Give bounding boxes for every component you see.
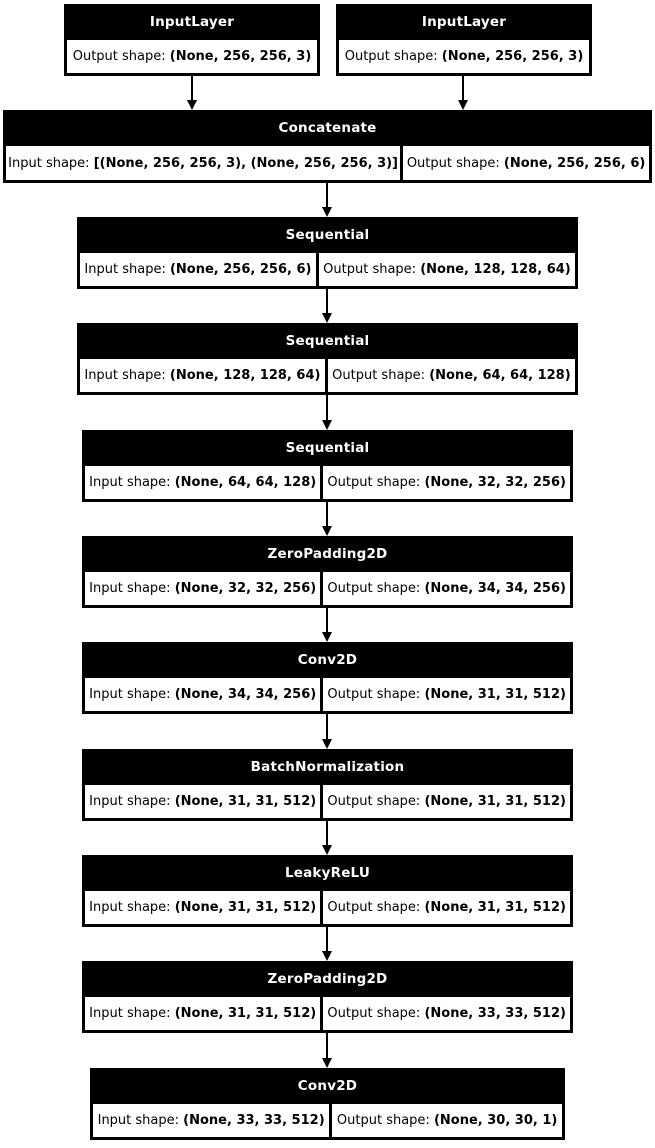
shape-label: Input shape: [89,900,171,915]
layer-title: InputLayer [149,14,235,30]
output-shape-cell [67,40,317,73]
node-sequential-2 [77,323,578,395]
output-shape-cell [323,785,570,818]
shape-label: Output shape: [323,262,417,277]
shape-value: (None, 31, 31, 512) [424,900,566,915]
shape-value: [(None, 256, 256, 3), (None, 256, 256, 3)] [93,155,399,171]
layer-title: Conv2D [297,652,358,668]
input-shape-cell [93,1104,329,1137]
arrow-head-icon [187,100,197,110]
edge-arrow-input1-to-concatenate [186,76,198,110]
layer-title: ZeroPadding2D [267,546,388,562]
input-shape-cell [85,572,320,605]
edge-arrow-zeropadding-1-to-conv2d-1 [321,608,333,642]
node-batchnormalization [82,749,573,821]
shape-value: (None, 33, 33, 512) [424,1006,566,1021]
input-shape-cell [80,359,325,392]
shape-value: (None, 64, 64, 128) [429,368,571,383]
shape-label: Output shape: [406,155,500,171]
layer-title: BatchNormalization [250,759,405,775]
shape-label: Output shape: [327,1006,421,1021]
arrow-head-icon [322,526,332,536]
node-leakyrelu [82,855,573,927]
layer-title: Sequential [285,333,370,349]
shape-label: Output shape: [344,49,438,64]
arrow-shaft [326,608,328,632]
node-sequential-3 [82,430,573,502]
node-zeropadding2d-1 [82,536,573,608]
edge-arrow-input2-to-concatenate [457,76,469,110]
edge-arrow-batchnormalization-to-leakyrelu [321,821,333,855]
layer-title: ZeroPadding2D [267,971,388,987]
shape-value: (None, 32, 32, 256) [424,475,566,490]
edge-arrow-sequential-3-to-zeropadding-1 [321,502,333,536]
output-shape-cell [323,466,570,499]
node-conv2d-1 [82,642,573,714]
arrow-head-icon [322,420,332,430]
arrow-head-icon [458,100,468,110]
output-shape-cell [403,146,649,180]
input-shape-cell [85,891,320,924]
shape-label: Input shape: [89,687,171,702]
edge-arrow-sequential-2-to-sequential-3 [321,395,333,430]
shape-value: (None, 64, 64, 128) [174,475,317,490]
shape-value: (None, 32, 32, 256) [174,581,317,596]
shape-value: (None, 31, 31, 512) [424,794,566,809]
shape-label: Input shape: [89,1006,171,1021]
shape-label: Input shape: [89,581,171,596]
arrow-shaft [462,76,464,100]
shape-value: (None, 128, 128, 64) [169,368,321,383]
shape-label: Output shape: [327,475,421,490]
arrow-shaft [326,821,328,845]
output-shape-cell [323,678,570,711]
shape-value: (None, 128, 128, 64) [420,262,571,277]
input-shape-cell [85,997,320,1030]
arrow-shaft [326,1033,328,1058]
shape-label: Input shape: [97,1113,180,1128]
shape-label: Input shape: [84,368,166,383]
layer-title: LeakyReLU [284,865,371,881]
arrow-head-icon [322,207,332,217]
output-shape-cell [319,253,575,286]
arrow-shaft [191,76,193,100]
arrow-head-icon [322,632,332,642]
shape-value: (None, 34, 34, 256) [174,687,317,702]
shape-value: (None, 256, 256, 3) [441,49,584,64]
arrow-shaft [326,714,328,739]
node-input-layer-2 [336,4,592,76]
layer-title: Conv2D [297,1078,358,1094]
shape-label: Input shape: [8,155,90,171]
node-concatenate [3,110,652,183]
arrow-head-icon [322,845,332,855]
shape-label: Input shape: [89,475,171,490]
arrow-shaft [326,502,328,526]
edge-arrow-sequential-1-to-sequential-2 [321,289,333,323]
arrow-shaft [326,395,328,420]
node-conv2d-2 [90,1068,565,1140]
shape-value: (None, 256, 256, 6) [169,262,312,277]
edge-arrow-zeropadding-2-to-conv2d-2 [321,1033,333,1068]
shape-value: (None, 31, 31, 512) [424,687,566,702]
shape-label: Output shape: [332,368,426,383]
output-shape-cell [332,1104,562,1137]
edge-arrow-concatenate-to-sequential-1 [321,183,333,217]
node-zeropadding2d-2 [82,961,573,1033]
shape-label: Output shape: [327,900,421,915]
shape-value: (None, 256, 256, 6) [503,155,646,171]
input-shape-cell [85,466,320,499]
edge-arrow-leakyrelu-to-zeropadding-2 [321,927,333,961]
layer-title: InputLayer [421,14,507,30]
edge-arrow-conv2d-1-to-batchnormalization [321,714,333,749]
shape-label: Output shape: [327,687,421,702]
arrow-shaft [326,183,328,207]
arrow-head-icon [322,313,332,323]
arrow-head-icon [322,951,332,961]
shape-value: (None, 30, 30, 1) [433,1113,558,1128]
shape-value: (None, 256, 256, 3) [169,49,312,64]
input-shape-cell [6,146,400,180]
output-shape-cell [328,359,575,392]
shape-label: Output shape: [336,1113,430,1128]
output-shape-cell [323,572,570,605]
shape-value: (None, 31, 31, 512) [174,1006,317,1021]
arrow-head-icon [322,1058,332,1068]
output-shape-cell [323,891,570,924]
input-shape-cell [80,253,316,286]
shape-label: Input shape: [84,262,166,277]
shape-value: (None, 31, 31, 512) [174,794,317,809]
shape-label: Output shape: [327,794,421,809]
shape-value: (None, 33, 33, 512) [183,1113,325,1128]
arrow-head-icon [322,739,332,749]
shape-label: Output shape: [72,49,166,64]
node-sequential-1 [77,217,578,289]
arrow-shaft [326,927,328,951]
layer-title: Sequential [285,227,370,243]
layer-title: Sequential [285,440,370,456]
input-shape-cell [85,785,320,818]
node-input-layer-1 [64,4,320,76]
shape-value: (None, 31, 31, 512) [174,900,317,915]
output-shape-cell [323,997,570,1030]
shape-label: Input shape: [89,794,171,809]
arrow-shaft [326,289,328,313]
shape-value: (None, 34, 34, 256) [424,581,566,596]
output-shape-cell [339,40,589,73]
layer-title: Concatenate [278,120,377,136]
input-shape-cell [85,678,320,711]
shape-label: Output shape: [327,581,421,596]
